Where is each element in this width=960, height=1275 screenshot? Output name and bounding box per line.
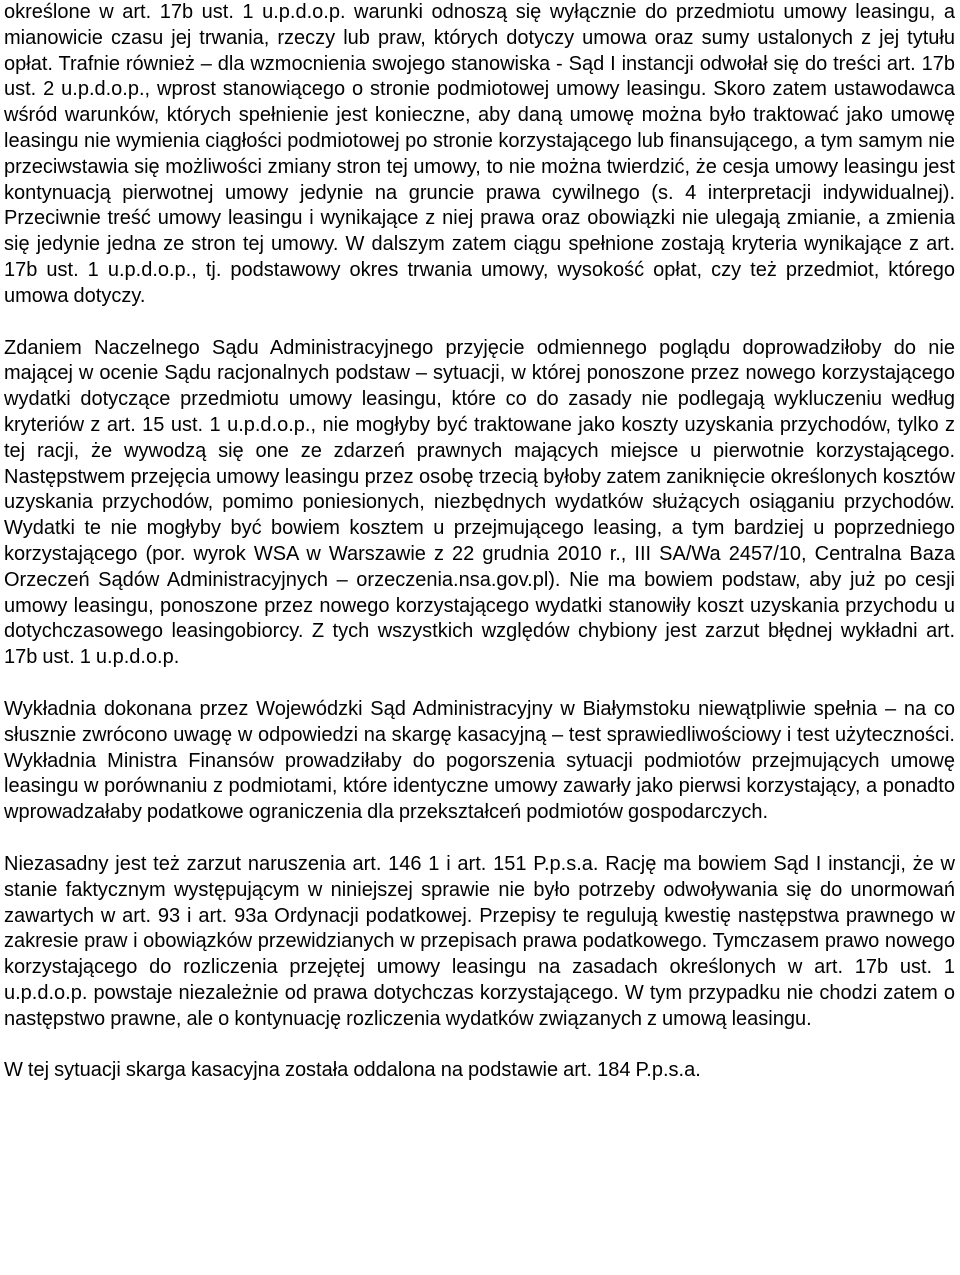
paragraph-procedural-charge: Niezasadny jest też zarzut naruszenia art. 146 1 i art. 151 P.p.s.a. Rację ma bowiem Sąd I instancji, że w stanie faktycznym występującym w niniejszej sprawie nie było potrzeby odwoływania się do unormowań zawartych w art. 93 i art. 93a Ordynacji podatkowej. Przepisy te regulują kwestię następstwa prawnego w zakresie praw i obowiązków przewidzianych w przepisach prawa podatkowego. Tymczasem prawo nowego korzystającego do rozliczenia przejętej umowy leasingu na zasadach określonych w art. 17b ust. 1 u.p.d.o.p. powstaje niezależnie od prawa dotychczas korzystającego. W tym przypadku nie chodzi zatem o następstwo prawne, ale o kontynuację rozliczenia wydatków związanych z umową leasingu. [4,852,955,1030]
paragraph-wsa-interpretation: Wykładnia dokonana przez Wojewódzki Sąd Administracyjny w Białymstoku niewątpliwie spełnia – na co słusznie zwrócono uwagę w odpowiedzi na skargę kasacyjną – test sprawiedliwościowy i test użyteczności. Wykładnia Ministra Finansów prowadziłaby do pogorszenia sytuacji podmiotów przejmujących umowę leasingu w porównaniu z podmiotami, które identyczne umowy zawarły jako pierwsi korzystający, a ponadto wprowadzałaby podatkowe ograniczenia dla przekształceń podmiotów gospodarczych. [4,697,955,824]
paragraph-nsa-opinion: Zdaniem Naczelnego Sądu Administracyjnego przyjęcie odmiennego poglądu doprowadziłoby do nie mającej w ocenie Sądu racjonalnych podstaw – sytuacji, w której ponoszone przez nowego korzystającego wydatki dotyczące przedmiotu umowy leasingu, które co do zasady nie podlegają wykluczeniu według kryteriów z art. 15 ust. 1 u.p.d.o.p., nie mogłyby być traktowane jako koszty uzyskania przychodów, tylko z tej racji, że wywodzą się one ze zdarzeń prawnych mających miejsce u pierwotnie korzystającego. Następstwem przejęcia umowy leasingu przez osobę trzecią byłoby zatem zaniknięcie określonych kosztów uzyskania przychodów, pomimo poniesionych, niezbędnych wydatków służących osiąganiu przychodów. Wydatki te nie mogłyby być bowiem kosztem u przejmującego leasing, a tym bardziej u poprzedniego korzystającego (por. wyrok WSA w Warszawie z 22 grudnia 2010 r., III SA/Wa 2457/10, Centralna Baza Orzeczeń Sądów Administracyjnych – orzeczenia.nsa.gov.pl). Nie ma bowiem podstaw, aby już po cesji umowy leasingu, ponoszone przez nowego korzystającego wydatki stanowiły koszt uzyskania przychodu u dotychczasowego leasingobiorcy. Z tych wszystkich względów chybiony jest zarzut błędnej wykładni art. 17b ust. 1 u.p.d.o.p. [4,336,955,669]
paragraph-conclusion: W tej sytuacji skarga kasacyjna została oddalona na podstawie art. 184 P.p.s.a. [4,1059,701,1082]
paragraph-leasing-conditions: określone w art. 17b ust. 1 u.p.d.o.p. warunki odnoszą się wyłącznie do przedmiotu umowy leasingu, a mianowicie czasu jej trwania, rzeczy lub praw, których dotyczy umowa oraz sumy ustalonych z jej tytułu opłat. Trafnie również – dla wzmocnienia swojego stanowiska - Sąd I instancji odwołał się do treści art. 17b ust. 2 u.p.d.o.p., wprost stanowiącego o stronie podmiotowej umowy leasingu. Skoro zatem ustawodawca wśród warunków, których spełnienie jest konieczne, aby daną umowę można było traktować jako umowę leasingu nie wymienia ciągłości podmiotowej po stronie korzystającego lub finansującego, a tym samym nie przeciwstawia się możliwości zmiany stron tej umowy, to nie można twierdzić, że cesja umowy leasingu jest kontynuacją pierwotnej umowy jedynie na gruncie prawa cywilnego (s. 4 interpretacji indywidualnej). Przeciwnie treść umowy leasingu i wynikające z niej prawa oraz obowiązki nie ulegają zmianie, a zmienia się jedynie jedna ze stron tej umowy. W dalszym zatem ciągu spełnione zostają kryteria wynikające z art. 17b ust. 1 u.p.d.o.p., tj. podstawowy okres trwania umowy, wysokość opłat, czy też przedmiot, którego umowa dotyczy. [4,1,955,307]
